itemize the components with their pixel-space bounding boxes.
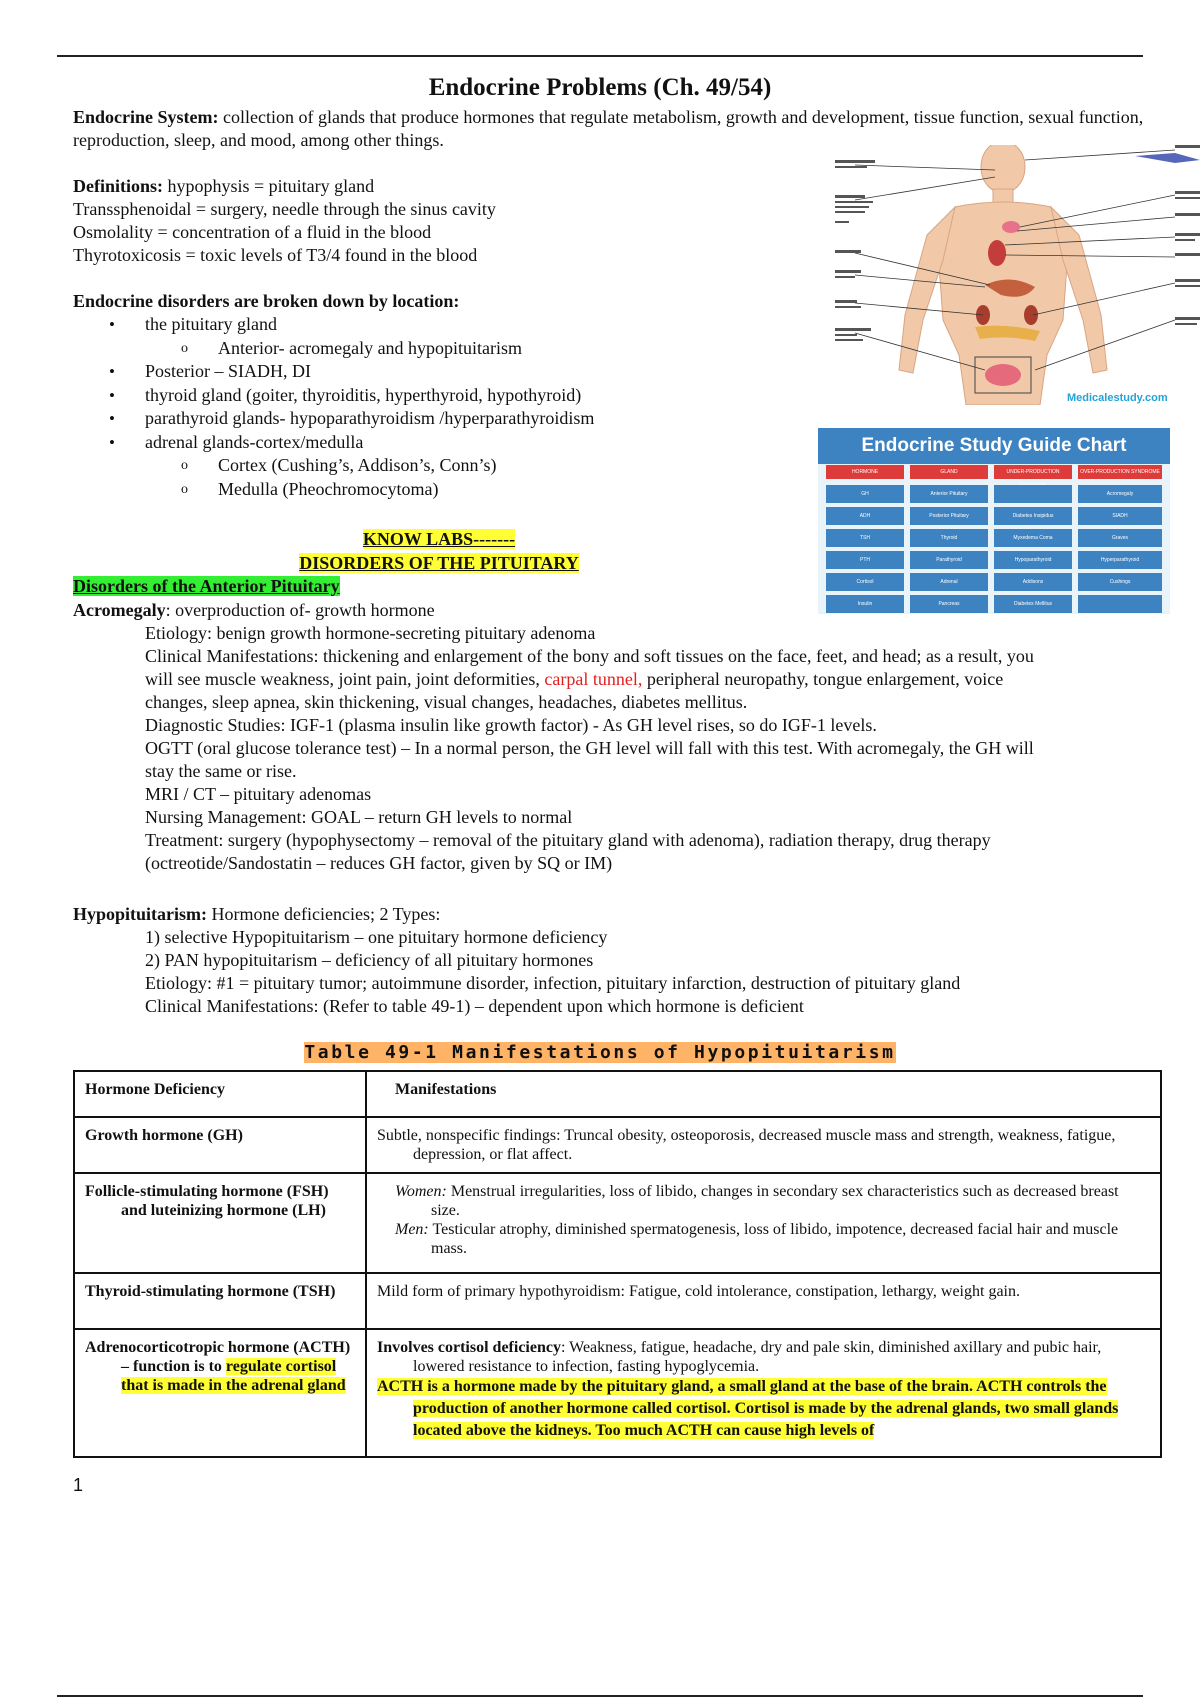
intro-text: collection of glands that produce hormones that regulate metabolism, growth and development, tissue function, sexual function, reproduction, sleep, and mood, among other things. [73, 107, 1144, 150]
list-item: • Posterior – SIADH, DI [109, 361, 311, 381]
study-chart-cell [994, 485, 1072, 503]
definition-2: Transsphenoidal = surgery, needle through the sinus cavity [73, 199, 496, 219]
acromegaly-nursing: Nursing Management: GOAL – return GH levels to normal [145, 807, 573, 827]
figure-caption: Medicalestudy.com [1067, 392, 1168, 404]
acromegaly-cm-3: changes, sleep apnea, skin thickening, visual changes, headaches, diabetes mellitus. [145, 692, 748, 712]
study-chart-cell: Graves [1078, 529, 1162, 547]
intro-label: Endocrine System: [73, 107, 219, 127]
list-item: • the pituitary gland [109, 314, 277, 334]
acromegaly-heading [73, 599, 435, 622]
study-chart-cell: Diabetes Insipidus [994, 507, 1072, 525]
acromegaly-cm-2: will see muscle weakness, joint pain, joint deformities, carpal tunnel, peripheral neuropathy, tongue enlargement, voice [145, 669, 1004, 689]
study-chart-cell: Posterior Pituitary [910, 507, 988, 525]
study-chart-cell: Cushings [1078, 573, 1162, 591]
hypo-etiology: Etiology: #1 = pituitary tumor; autoimmune disorder, infection, pituitary infarction, destruction of pituitary gland [145, 973, 961, 993]
acromegaly-label: Acromegaly [73, 600, 166, 620]
hypopituitarism-heading [73, 903, 440, 926]
table-cell-hormone: Thyroid-stimulating hormone (TSH) [74, 1273, 366, 1329]
study-chart-header: GLAND [910, 465, 988, 479]
study-chart-cell: Diabetes Mellitus [994, 595, 1072, 613]
acromegaly-ogtt-1: OGTT (oral glucose tolerance test) – In a normal person, the GH level will fall with this test. With acromegaly, the GH will [145, 738, 1034, 758]
hypo-cm: Clinical Manifestations: (Refer to table 49-1) – dependent upon which hormone is deficient [145, 996, 804, 1016]
study-chart-header: OVER-PRODUCTION SYNDROME [1078, 465, 1162, 479]
hypo-type-1: 1) selective Hypopituitarism – one pituitary hormone deficiency [145, 927, 608, 947]
study-chart-cell: Cortisol [826, 573, 904, 591]
acromegaly-dx: Diagnostic Studies: IGF-1 (plasma insulin like growth factor) - As GH level rises, so do IGF-1 levels. [145, 715, 877, 735]
hypopituitarism-text: Hormone deficiencies; 2 Types: [211, 904, 441, 924]
study-chart-header: UNDER-PRODUCTION [994, 465, 1072, 479]
acromegaly-cm-1: Clinical Manifestations: thickening and enlargement of the bony and soft tissues on the face, feet, and head; as a result, you [145, 646, 1034, 666]
location-list [73, 313, 793, 501]
study-chart-cell: SIADH [1078, 507, 1162, 525]
page-title: Endocrine Problems (Ch. 49/54) [428, 74, 772, 101]
acromegaly-etiology: Etiology: benign growth hormone-secreting pituitary adenoma [145, 623, 596, 643]
study-chart-cell: PTH [826, 551, 904, 569]
table-row [74, 1117, 1161, 1173]
list-item: o Cortex (Cushing’s, Addison’s, Conn’s) [181, 455, 497, 475]
acromegaly-mri: MRI / CT – pituitary adenomas [145, 784, 372, 804]
table-cell-manifestation: Involves cortisol deficiency: Weakness, fatigue, headache, dry and pale skin, diminished axillary and pubic hair, lowered resistance to infection, fasting hypoglycemia. ACTH is a hormone made by the pituitary gland, a small gland at the base of the brain. ACTH controls the production of another hormone called cortisol. Cortisol is made by the adrenal glands, two small glands located above the kidneys. Too much ACTH can cause high levels of [366, 1329, 1161, 1457]
acromegaly-details [145, 622, 1155, 875]
acromegaly-ogtt-2: stay the same or rise. [145, 761, 297, 781]
table-cell-hormone: Growth hormone (GH) [74, 1117, 366, 1173]
table-row [74, 1173, 1161, 1273]
carpal-tunnel-text: carpal tunnel, [544, 669, 643, 689]
definition-3: Osmolality = concentration of a fluid in the blood [73, 222, 432, 242]
definitions-label: Definitions: [73, 176, 163, 196]
table-cell-hormone: Follicle-stimulating hormone (FSH) and luteinizing hormone (LH) [74, 1173, 366, 1273]
study-chart-header: HORMONE [826, 465, 904, 479]
table-row [74, 1329, 1161, 1457]
study-chart-cell: Hypoparathyroid [994, 551, 1072, 569]
acromegaly-text: : overproduction of- growth hormone [165, 600, 435, 620]
study-chart-cell: Addisons [994, 573, 1072, 591]
study-chart-cell: Insulin [826, 595, 904, 613]
top-rule [57, 55, 1143, 57]
hypopituitarism-label: Hypopituitarism: [73, 904, 208, 924]
study-chart-cell: Acromegaly [1078, 485, 1162, 503]
study-chart-cell: Myxedema Coma [994, 529, 1072, 547]
study-chart-cell: Thyroid [910, 529, 988, 547]
study-chart-cell: Adrenal [910, 573, 988, 591]
table-row [74, 1273, 1161, 1329]
study-guide-chart [818, 428, 1170, 614]
study-chart-cell: TSH [826, 529, 904, 547]
study-chart-cell: Anterior Pituitary [910, 485, 988, 503]
table-row [74, 1071, 1161, 1117]
list-item: • parathyroid glands- hypoparathyroidism /hyperparathyroidism [109, 408, 595, 428]
page-number: 1 [73, 1475, 84, 1495]
location-heading: Endocrine disorders are broken down by location: [73, 291, 460, 311]
pituitary-heading: DISORDERS OF THE PITUITARY [299, 553, 579, 573]
table-cell-manifestation: Mild form of primary hypothyroidism: Fatigue, cold intolerance, constipation, lethargy, weight gain. [366, 1273, 1161, 1329]
study-chart-cell: ADH [826, 507, 904, 525]
study-chart-title: Endocrine Study Guide Chart [818, 428, 1170, 464]
list-item: • adrenal glands-cortex/medulla [109, 431, 364, 452]
table-title: Table 49-1 Manifestations of Hypopituitarism [304, 1042, 896, 1063]
hypopituitarism-table [73, 1070, 1162, 1458]
hypopituitarism-details [145, 926, 1155, 1018]
hypo-type-2: 2) PAN hypopituitarism – deficiency of all pituitary hormones [145, 950, 594, 970]
definition-1: hypophysis = pituitary gland [167, 176, 375, 196]
list-item: o Medulla (Pheochromocytoma) [181, 478, 439, 499]
endocrine-anatomy-figure [835, 145, 1200, 405]
study-chart-cell: Pancreas [910, 595, 988, 613]
table-header-cell: Hormone Deficiency [74, 1071, 366, 1117]
bottom-rule [57, 1695, 1143, 1697]
table-cell-hormone: Adrenocorticotropic hormone (ACTH) – function is to regulate cortisol that is made in the adrenal gland [74, 1329, 366, 1457]
definition-4: Thyrotoxicosis = toxic levels of T3/4 found in the blood [73, 245, 478, 265]
table-header-cell: Manifestations [366, 1071, 1161, 1117]
acromegaly-tx-1: Treatment: surgery (hypophysectomy – removal of the pituitary gland with adenoma), radiation therapy, drug therapy [145, 830, 991, 850]
table-cell-manifestation: Subtle, nonspecific findings: Truncal obesity, osteoporosis, decreased muscle mass and strength, weakness, fatigue, depression, or flat affect. [366, 1117, 1161, 1173]
list-item: o Anterior- acromegaly and hypopituitarism [181, 337, 523, 358]
study-chart-cell [1078, 595, 1162, 613]
know-labs-heading: KNOW LABS------- [362, 529, 516, 549]
acromegaly-tx-2: (octreotide/Sandostatin – reduces GH factor, given by SQ or IM) [145, 853, 613, 873]
list-item: • thyroid gland (goiter, thyroiditis, hyperthyroid, hypothyroid) [109, 384, 582, 405]
definitions [73, 175, 496, 267]
study-chart-cell: Hyperparathyroid [1078, 551, 1162, 569]
study-chart-cell: Parathyroid [910, 551, 988, 569]
study-chart-cell: GH [826, 485, 904, 503]
table-cell-manifestation: Women: Menstrual irregularities, loss of libido, changes in secondary sex characteristics such as decreased breast size. Men: Testicular atrophy, diminished spermatogenesis, loss of libido, impotence, decreased facial hair and muscle mass. [366, 1173, 1161, 1273]
anterior-heading: Disorders of the Anterior Pituitary [73, 576, 340, 596]
